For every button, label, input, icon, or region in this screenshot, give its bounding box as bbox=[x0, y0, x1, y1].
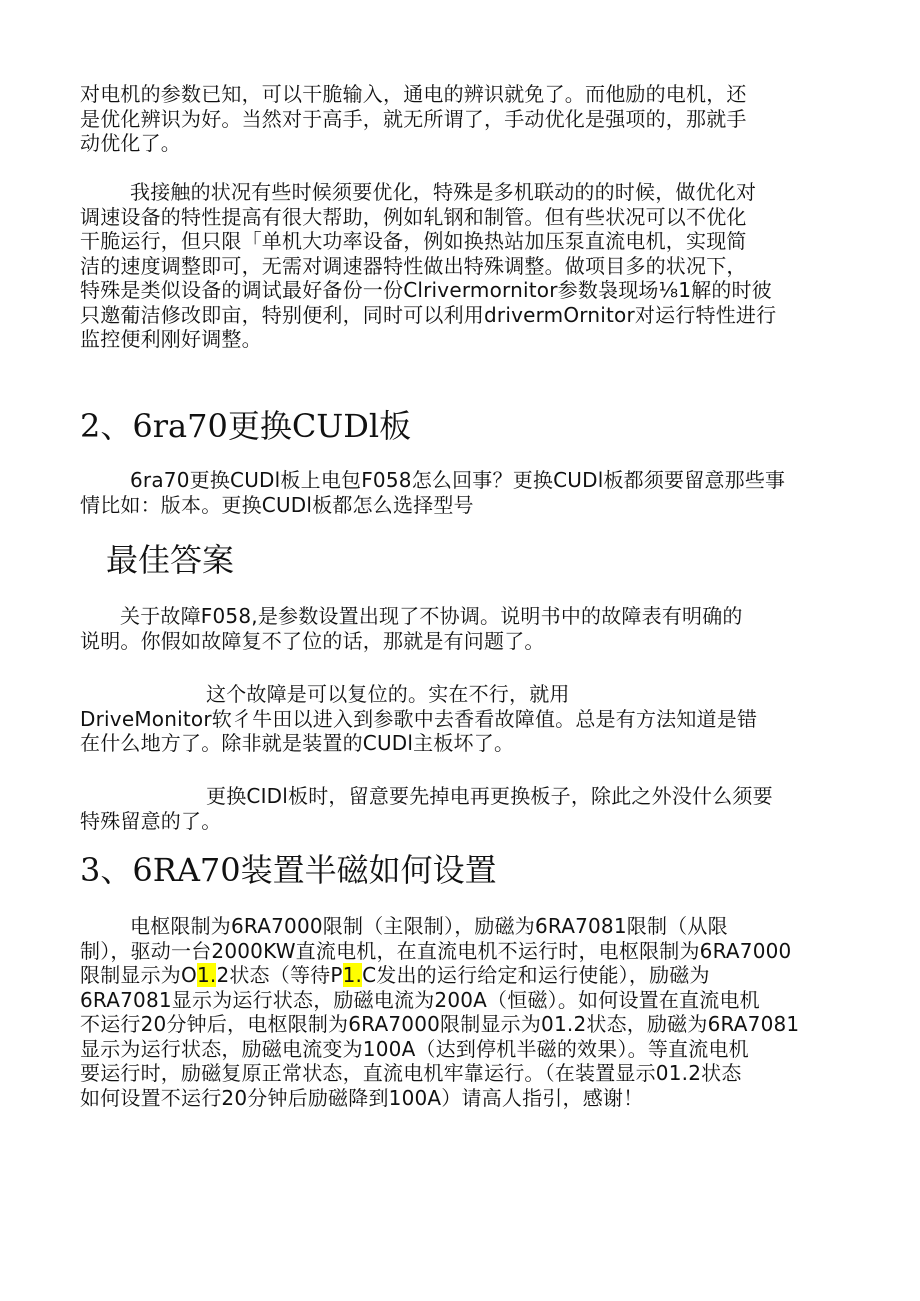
section-heading-2: 2、6ra70更换CUDl板 bbox=[80, 407, 412, 445]
text-segment: C发出的运行给定和运行使能），励磁为 bbox=[362, 963, 710, 987]
section-heading-3: 3、6RA70装置半磁如何设置 bbox=[80, 851, 497, 889]
text-line: 只邀葡洁修改即亩，特别便利，同时可以利用drivermOrnitor对运行特性进行 bbox=[80, 302, 777, 327]
text-line: 是优化辨识为好。当然对于高手，就无所谓了，手动优化是强项的，那就手 bbox=[80, 106, 747, 131]
text-line: 这个故障是可以复位的。实在不行，就用 bbox=[206, 682, 570, 706]
text-line: 6ra70更换CUDl板上电包F058怎么回事？更换CUDl板都须要留意那些事 bbox=[130, 468, 786, 492]
text-line: 电枢限制为6RA7000限制（主限制），励磁为6RA7081限制（从限 bbox=[130, 914, 728, 938]
paragraph-answer-replace bbox=[80, 784, 842, 833]
text-line: 关于故障F058,是参数设置出现了不协调。说明书中的故障表有明确的 bbox=[120, 604, 743, 628]
paragraph-motor-parameters bbox=[80, 82, 842, 156]
text-line: 不运行20分钟后，电枢限制为6RA7000限制显示为01.2状态，励磁为6RA7081 bbox=[80, 1012, 800, 1036]
best-answer-heading: 最佳答案 bbox=[106, 541, 235, 579]
text-segment: 2状态（等待P bbox=[216, 963, 343, 987]
highlighted-text: 1. bbox=[196, 963, 217, 987]
text-line: 在什么地方了。除非就是装置的CUDl主板坏了。 bbox=[80, 731, 515, 755]
paragraph-answer-f058 bbox=[80, 604, 842, 653]
highlighted-text: 1. bbox=[342, 963, 363, 987]
paragraph-half-field-setup bbox=[80, 914, 842, 1110]
text-line: 说明。你假如故障复不了位的话，那就是有问题了。 bbox=[80, 628, 545, 653]
text-line: 制），驱动一台2000KW直流电机，在直流电机不运行时，电枢限制为6RA7000 bbox=[80, 938, 792, 963]
text-line: 我接触的状况有些时候须要优化，特殊是多机联动的的时候，做优化对 bbox=[130, 180, 757, 204]
text-line: 如何设置不运行20分钟后励磁降到100A）请高人指引，感谢！ bbox=[80, 1085, 644, 1110]
text-line: 特殊是类似设备的调试最好备份一份Clrivermornitor参数袅现场⅛1解的时彼 bbox=[80, 278, 772, 302]
text-line: 干脆运行，但只限「单机大功率设备，例如换热站加压泵直流电机，实现简 bbox=[80, 229, 747, 253]
paragraph-answer-reset bbox=[80, 682, 842, 756]
text-line: 显示为运行状态，励磁电流变为100A（达到停机半磁的效果）。等直流电机 bbox=[80, 1036, 749, 1061]
text-line: 动优化了。 bbox=[80, 131, 181, 155]
paragraph-optimization bbox=[80, 180, 842, 352]
text-line: 调速设备的特性提高有很大帮助，例如轧钢和制管。但有些状况可以不优化 bbox=[80, 204, 747, 229]
text-line: 监控便利刚好调整。 bbox=[80, 327, 262, 351]
text-line: 6RA7081显示为运行状态，励磁电流为200A（恒磁）。如何设置在直流电机 bbox=[80, 987, 760, 1012]
text-line: DriveMonitor软彳牛田以进入到参歌中去香看故障值。总是有方法知道是错 bbox=[80, 706, 758, 731]
text-line-highlighted bbox=[80, 963, 842, 988]
text-line: 洁的速度调整即可，无需对调速器特性做出特殊调整。做项目多的状况下， bbox=[80, 253, 747, 278]
text-line: 对电机的参数已知，可以干脆输入，通电的辨识就免了。而他励的电机，还 bbox=[80, 82, 747, 106]
text-line: 特殊留意的了。 bbox=[80, 808, 222, 833]
text-line: 要运行时，励磁复原正常状态，直流电机牢靠运行。（在装置显示01.2状态 bbox=[80, 1061, 742, 1085]
paragraph-question bbox=[80, 468, 842, 517]
text-line: 情比如：版本。更换CUDl板都怎么选择型号 bbox=[80, 492, 474, 517]
text-segment: 限制显示为O bbox=[80, 963, 197, 987]
text-line: 更换CIDl板时，留意要先掉电再更换板子，除此之外没什么须要 bbox=[206, 784, 773, 808]
